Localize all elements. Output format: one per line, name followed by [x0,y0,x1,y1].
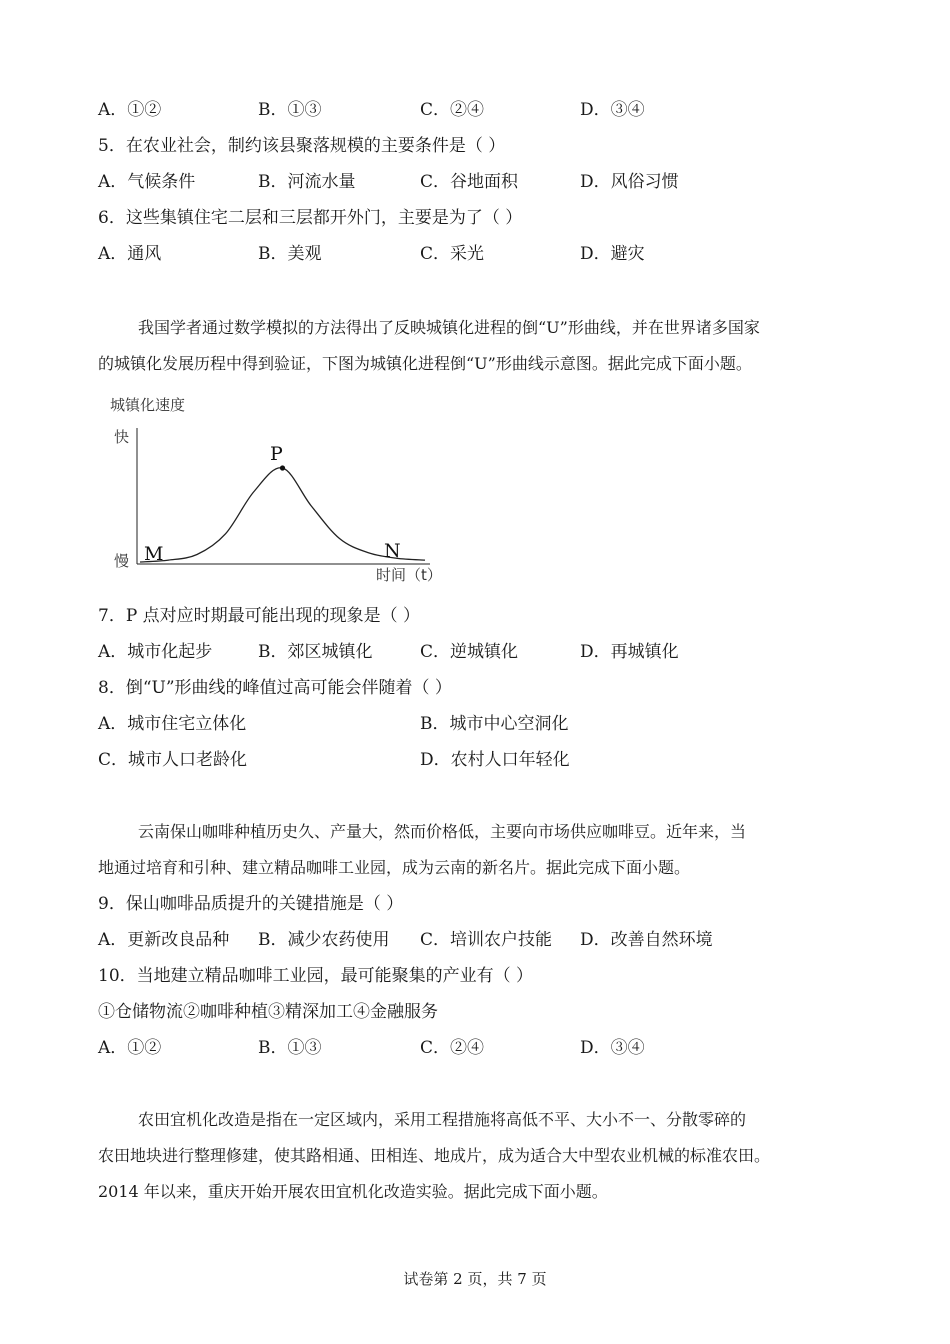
q6-option-b[interactable]: B．美观 [258,244,322,264]
q6-option-c[interactable]: C．采光 [420,244,485,264]
passage3-line3: 2014 年以来，重庆开始开展农田宜机化改造实验。据此完成下面小题。 [98,1182,608,1201]
q7-option-a[interactable]: A．城市化起步 [98,642,213,662]
page-footer: 试卷第 2 页，共 7 页 [403,1270,547,1288]
q9-stem: 9．保山咖啡品质提升的关键措施是（ ） [98,894,404,914]
chart-label-n: N [384,540,401,562]
q10-option-b[interactable]: B．①③ [258,1038,322,1058]
q4-option-d[interactable]: D．③④ [580,100,645,120]
q10-option-d[interactable]: D．③④ [580,1038,645,1058]
chart-peak-point [280,465,285,470]
chart-x-title: 时间（t） [376,566,442,584]
q10-option-a[interactable]: A．①② [98,1038,162,1058]
q8-option-d[interactable]: D．农村人口年轻化 [420,750,570,770]
q5-option-c[interactable]: C．谷地面积 [420,172,519,192]
q5-option-a[interactable]: A．气候条件 [98,172,196,192]
passage1-line1: 我国学者通过数学模拟的方法得出了反映城镇化进程的倒“U”形曲线，并在世界诸多国家 [138,318,760,337]
q9-option-d[interactable]: D．改善自然环境 [580,930,713,950]
chart-y-fast: 快 [114,428,130,446]
q8-option-c[interactable]: C．城市人口老龄化 [98,750,248,770]
q7-option-c[interactable]: C．逆城镇化 [420,642,519,662]
q6-option-a[interactable]: A．通风 [98,244,162,264]
q9-option-b[interactable]: B．减少农药使用 [258,930,390,950]
chart-y-title: 城镇化速度 [110,396,186,414]
chart-y-slow: 慢 [114,552,130,570]
q6-option-d[interactable]: D．避灾 [580,244,645,264]
q7-stem: 7．P 点对应时期最可能出现的现象是（ ） [98,606,421,626]
q4-option-b[interactable]: B．①③ [258,100,322,120]
passage3-line1: 农田宜机化改造是指在一定区域内，采用工程措施将高低不平、大小不一、分散零碎的 [138,1110,747,1129]
q9-option-c[interactable]: C．培训农户技能 [420,930,553,950]
chart-label-m: M [144,543,164,565]
passage2-line2: 地通过培育和引种、建立精品咖啡工业园，成为云南的新名片。据此完成下面小题。 [98,858,691,877]
q9-option-a[interactable]: A．更新改良品种 [98,930,230,950]
q4-option-a[interactable]: A．①② [98,100,162,120]
q5-option-b[interactable]: B．河流水量 [258,172,356,192]
urbanization-curve-chart [100,390,460,590]
q6-stem: 6．这些集镇住宅二层和三层都开外门，主要是为了（ ） [98,208,523,228]
passage1-line2: 的城镇化发展历程中得到验证，下图为城镇化进程倒“U”形曲线示意图。据此完成下面小题。 [98,354,752,373]
q4-option-c[interactable]: C．②④ [420,100,485,120]
passage2-line1: 云南保山咖啡种植历史久、产量大，然而价格低，主要向市场供应咖啡豆。近年来，当 [138,822,747,841]
chart-curve-line [140,468,425,562]
q10-stem: 10．当地建立精品咖啡工业园，最可能聚集的产业有（ ） [98,966,534,986]
q10-items: ①仓储物流②咖啡种植③精深加工④金融服务 [98,1002,438,1022]
q7-option-d[interactable]: D．再城镇化 [580,642,679,662]
passage3-line2: 农田地块进行整理修建，使其路相通、田相连、地成片，成为适合大中型农业机械的标准农田。 [98,1146,771,1165]
q5-stem: 5．在农业社会，制约该县聚落规模的主要条件是（ ） [98,136,506,156]
q10-option-c[interactable]: C．②④ [420,1038,485,1058]
q7-option-b[interactable]: B．郊区城镇化 [258,642,373,662]
q8-option-b[interactable]: B．城市中心空洞化 [420,714,569,734]
q5-option-d[interactable]: D．风俗习惯 [580,172,679,192]
chart-label-p: P [270,443,283,465]
q8-stem: 8．倒“U”形曲线的峰值过高可能会伴随着（ ） [98,678,452,698]
q8-option-a[interactable]: A．城市住宅立体化 [98,714,247,734]
